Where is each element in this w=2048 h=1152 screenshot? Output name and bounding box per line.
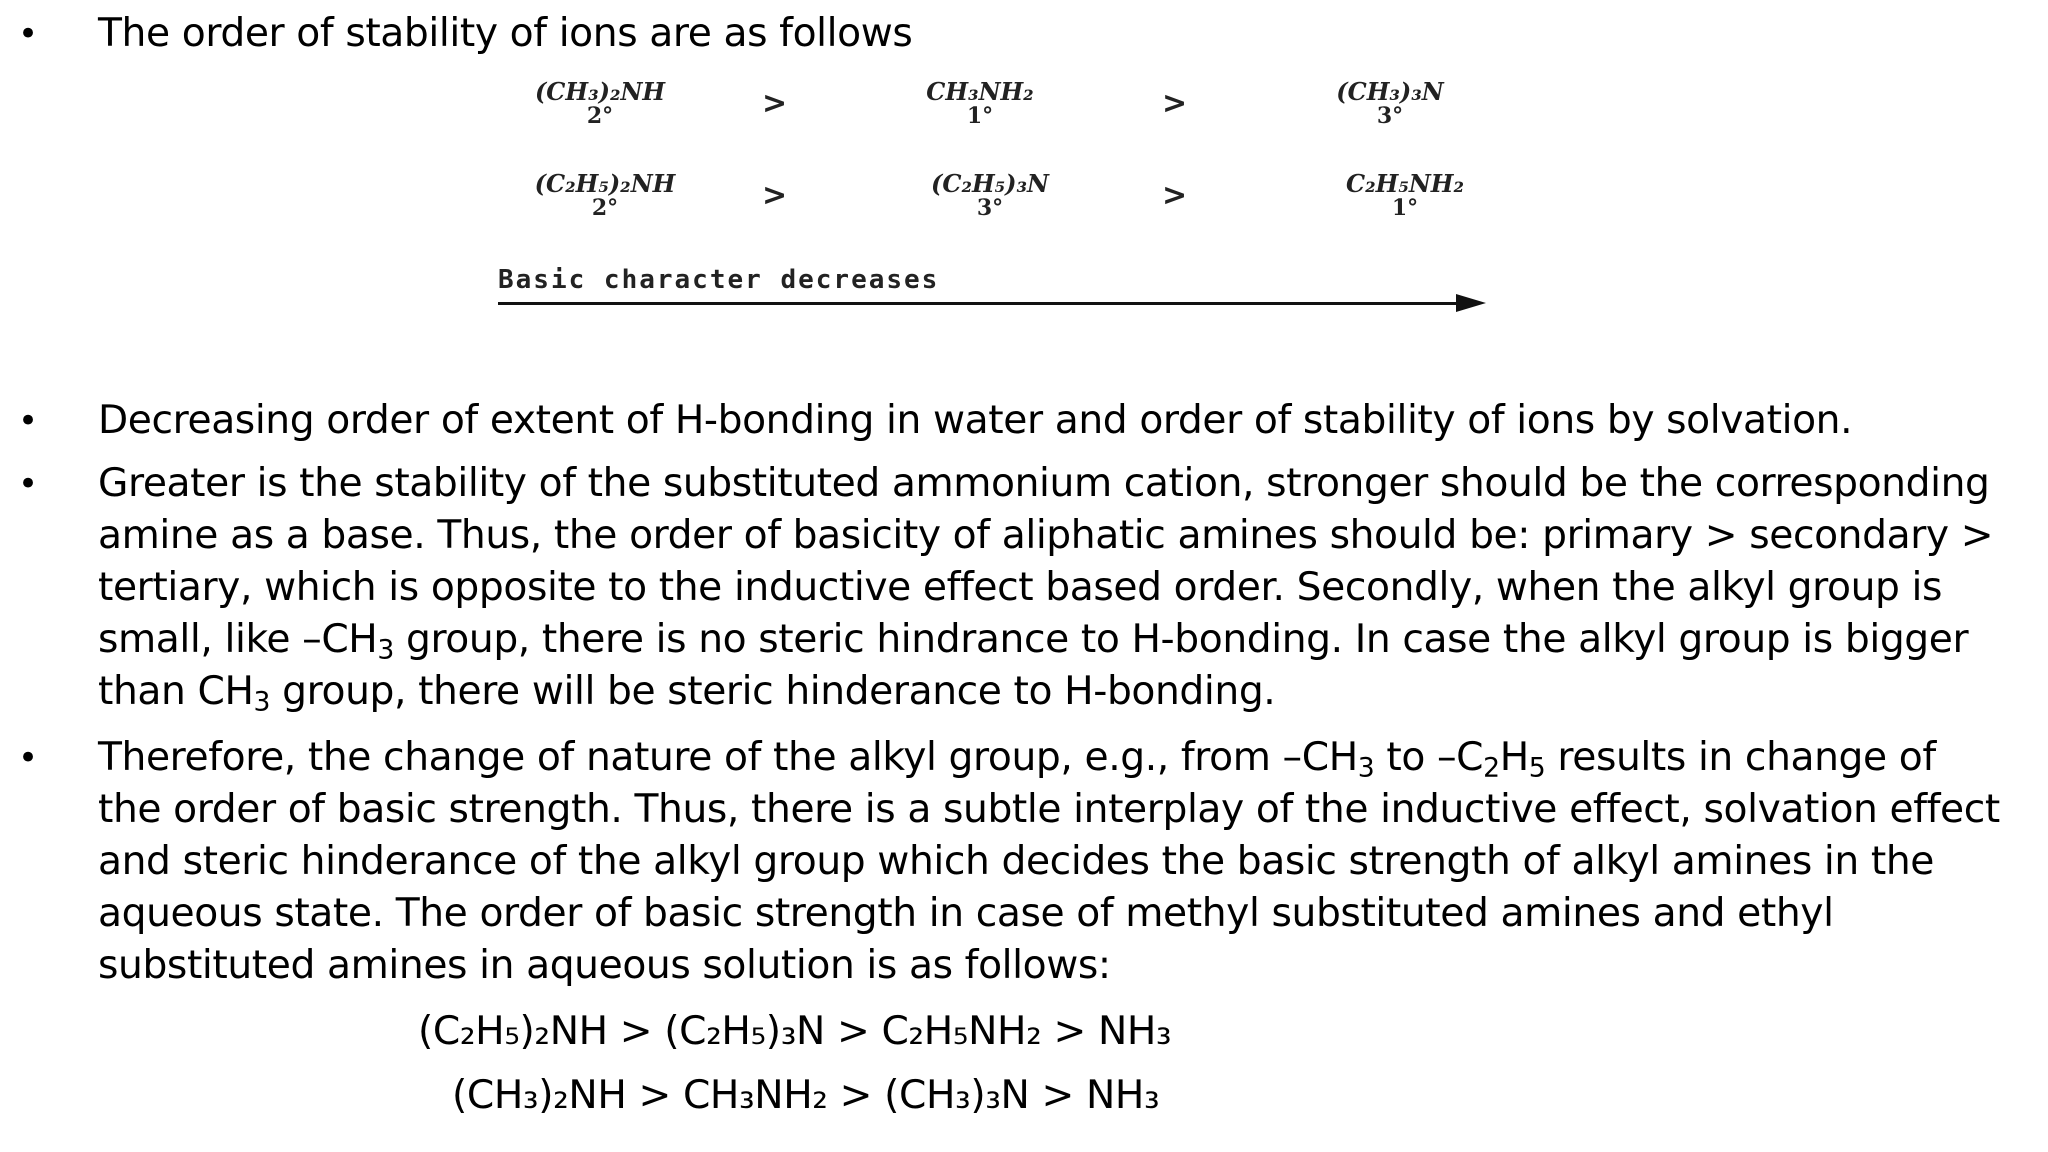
degree-label: 1° — [1391, 195, 1419, 221]
text-run: H — [1499, 735, 1529, 780]
subscript: 3 — [377, 634, 394, 666]
greater-than-sign: > — [1162, 178, 1188, 213]
basicity-diagram — [490, 78, 1530, 318]
bullet-dot: • — [18, 464, 39, 504]
bullet-dot: • — [18, 14, 39, 54]
subscript: 5 — [1528, 752, 1546, 784]
text-run: small, like –CH — [98, 617, 378, 662]
degree-label: 2° — [586, 103, 614, 129]
diagram-row1-cell-3 — [1290, 77, 1490, 129]
bullet-2-line: Decreasing order of extent of H-bonding in water and order of stability of ions by solvation. — [98, 398, 1853, 443]
greater-than-sign: > — [762, 178, 788, 213]
greater-than-sign: > — [1162, 86, 1188, 121]
diagram-row2-cell-3 — [1300, 169, 1510, 221]
formula: (CH₃)₂NH — [534, 77, 666, 106]
diagram-row1-cell-1 — [490, 77, 710, 129]
bullet-4-text — [98, 732, 2048, 992]
degree-label: 3° — [1376, 103, 1404, 129]
bullet-1-line: The order of stability of ions are as follows — [98, 11, 913, 56]
greater-than-sign: > — [762, 86, 788, 121]
bullet-3-line-4 — [98, 614, 2048, 666]
text-run: group, there will be steric hinderance to H-bonding. — [270, 669, 1276, 714]
arrow-head-icon — [1456, 294, 1486, 312]
degree-label: 1° — [966, 103, 994, 129]
degree-label: 3° — [976, 195, 1004, 221]
ethyl-amine-order: (C₂H₅)₂NH > (C₂H₅)₃N > C₂H₅NH₂ > NH₃ — [418, 1009, 1172, 1054]
subscript: 3 — [253, 686, 271, 718]
bullet-3-line-5 — [98, 666, 2048, 718]
bullet-3-line-2: amine as a base. Thus, the order of basicity of aliphatic amines should be: primary > secondary > — [98, 513, 1994, 558]
text-run: results in change of — [1545, 735, 1936, 780]
bullet-4-line-5: substituted amines in aqueous solution is as follows: — [98, 943, 1111, 988]
diagram-row2-cell-2 — [880, 169, 1100, 221]
diagram-row1-cell-2 — [880, 77, 1080, 129]
degree-label: 2° — [591, 195, 619, 221]
diagram-row2-cell-1 — [490, 169, 720, 221]
diagram-caption: Basic character decreases — [498, 265, 940, 295]
formula: C₂H₅NH₂ — [1346, 169, 1464, 198]
text-run: than CH — [98, 669, 254, 714]
bullet-dot: • — [18, 738, 39, 778]
formula: (C₂H₅)₂NH — [534, 169, 676, 198]
bullet-2-text — [98, 395, 2048, 447]
formula: (CH₃)₃N — [1336, 77, 1444, 106]
bullet-4-line-1 — [98, 732, 2048, 784]
text-run: group, there is no steric hindrance to H-bonding. In case the alkyl group is bigger — [393, 617, 1969, 662]
methyl-amine-order: (CH₃)₂NH > CH₃NH₂ > (CH₃)₃N > NH₃ — [452, 1073, 1160, 1118]
subscript: 3 — [1357, 752, 1375, 784]
text-run: to –C — [1374, 735, 1484, 780]
bullet-4-line-2: the order of basic strength. Thus, there is a subtle interplay of the inductive effect, solvation effect — [98, 787, 2000, 832]
bullet-4-line-4: aqueous state. The order of basic strength in case of methyl substituted amines and ethyl — [98, 891, 1834, 936]
bullet-1-text — [98, 8, 2048, 60]
bullet-3-text — [98, 458, 2048, 718]
bullet-3-line-3: tertiary, which is opposite to the inductive effect based order. Secondly, when the alkyl group is — [98, 565, 1943, 610]
bullet-3-line-1: Greater is the stability of the substituted ammonium cation, stronger should be the corresponding — [98, 461, 1990, 506]
bullet-4-line-3: and steric hinderance of the alkyl group which decides the basic strength of alkyl amines in the — [98, 839, 1934, 884]
subscript: 2 — [1483, 752, 1500, 784]
text-run: Therefore, the change of nature of the alkyl group, e.g., from –CH — [98, 735, 1358, 780]
arrow-line — [498, 302, 1464, 305]
formula: CH₃NH₂ — [926, 77, 1034, 106]
formula: (C₂H₅)₃N — [931, 169, 1049, 198]
bullet-dot: • — [18, 401, 39, 441]
